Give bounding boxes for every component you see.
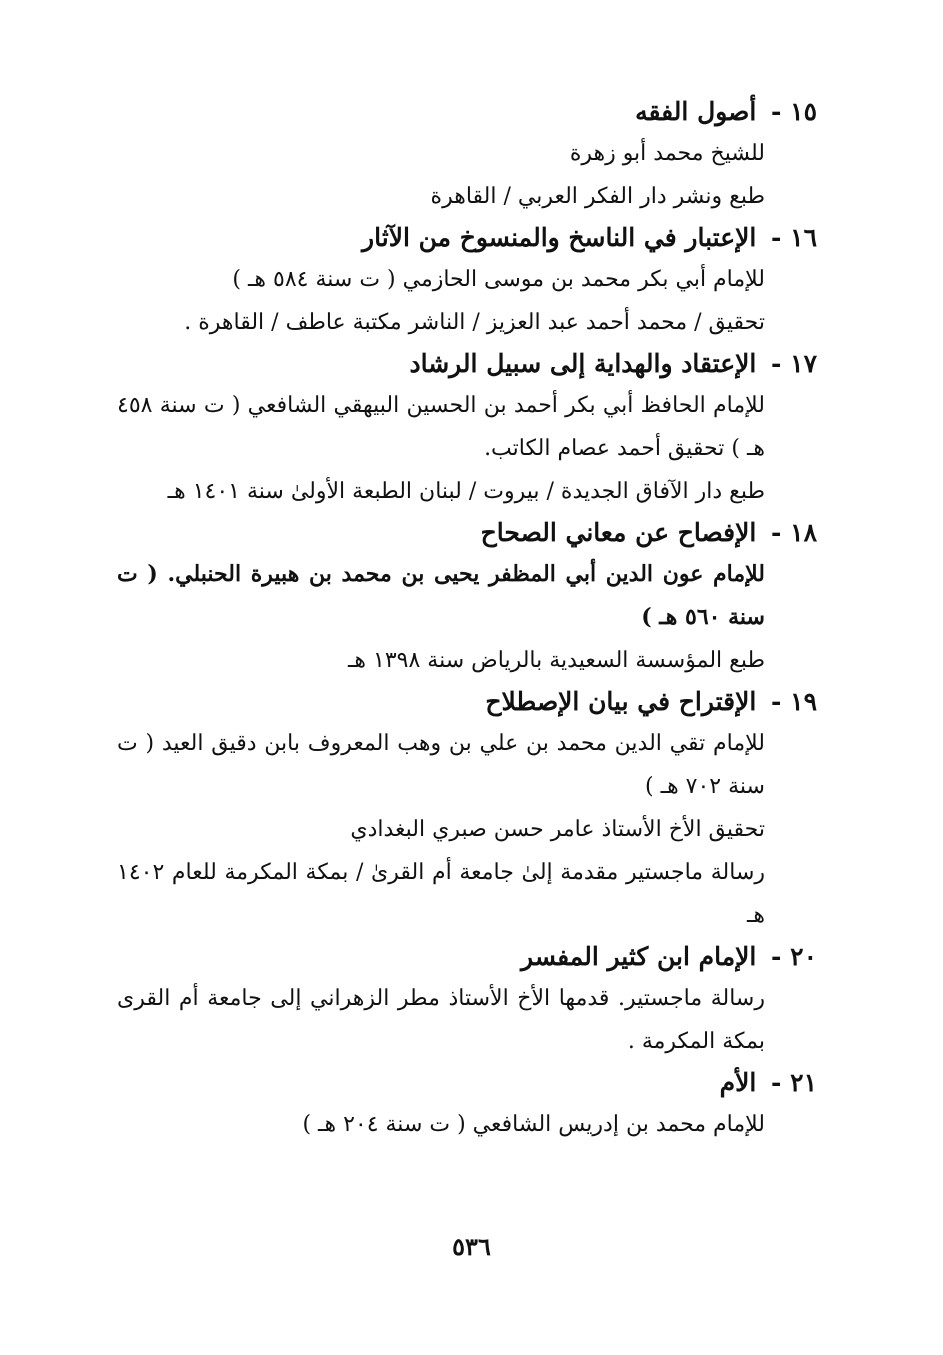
- entry-title: الإفصاح عن معاني الصحاح: [480, 518, 757, 547]
- entry-line: للإمام محمد بن إدريس الشافعي ( ت سنة ٢٠٤ هـ ): [302, 1112, 765, 1137]
- bibliography-entry: [117, 344, 817, 513]
- entry-title: الإعتقاد والهداية إلى سبيل الرشاد: [409, 349, 757, 378]
- entry-title: الإمام ابن كثير المفسر: [521, 942, 757, 971]
- entry-title: أصول الفقه: [635, 97, 757, 126]
- bibliography-list: [117, 92, 817, 1146]
- entry-number: ١٩ -: [771, 687, 817, 716]
- entry-number: ١٦ -: [771, 223, 817, 252]
- entry-title: الإعتبار في الناسخ والمنسوخ من الآثار: [362, 223, 757, 252]
- entry-heading: [117, 218, 817, 258]
- entry-line: للإمام الحافظ أبي بكر أحمد بن الحسين البيهقي الشافعي ( ت سنة ٤٥٨ هـ ) تحقيق أحمد عصام الكاتب.: [117, 393, 765, 461]
- entry-heading: [117, 682, 817, 722]
- entry-line: طبع المؤسسة السعيدية بالرياض سنة ١٣٩٨ هـ: [347, 648, 765, 673]
- page-number: ٥٣٦: [452, 1232, 491, 1261]
- entry-number: ١٥ -: [771, 97, 817, 126]
- entry-line: للإمام أبي بكر محمد بن موسى الحازمي ( ت سنة ٥٨٤ هـ ): [232, 267, 765, 292]
- entry-line: للإمام عون الدين أبي المظفر يحيى بن محمد بن هبيرة الحنبلي. ( ت سنة ٥٦٠ هـ ): [117, 561, 765, 630]
- entry-number: ٢٠ -: [771, 942, 817, 971]
- bibliography-entry: [117, 218, 817, 344]
- entry-heading: [117, 344, 817, 384]
- entry-line: رسالة ماجستير. قدمها الأخ الأستاذ مطر الزهراني إلى جامعة أم القرى بمكة المكرمة .: [117, 986, 765, 1054]
- entry-heading: [117, 92, 817, 132]
- entry-line: تحقيق الأخ الأستاذ عامر حسن صبري البغدادي: [350, 817, 765, 842]
- bibliography-entry: [117, 937, 817, 1063]
- entry-number: ٢١ -: [771, 1068, 817, 1097]
- bibliography-entry: [117, 92, 817, 218]
- entry-line: رسالة ماجستير مقدمة إلىٰ جامعة أم القرىٰ / بمكة المكرمة للعام ١٤٠٢ هـ: [117, 860, 765, 928]
- entry-line: للشيخ محمد أبو زهرة: [569, 141, 765, 166]
- entry-heading: [117, 1063, 817, 1103]
- entry-line: طبع دار الآفاق الجديدة / بيروت / لبنان الطبعة الأولىٰ سنة ١٤٠١ هـ: [167, 479, 765, 504]
- entry-title: الأم: [719, 1068, 757, 1097]
- entry-line: طبع ونشر دار الفكر العربي / القاهرة: [430, 184, 765, 209]
- entry-heading: [117, 937, 817, 977]
- bibliography-entry: [117, 682, 817, 937]
- entry-heading: [117, 513, 817, 553]
- entry-line: تحقيق / محمد أحمد عبد العزيز / الناشر مكتبة عاطف / القاهرة .: [184, 310, 765, 335]
- entry-title: الإقتراح في بيان الإصطلاح: [485, 687, 757, 716]
- entry-line: للإمام تقي الدين محمد بن علي بن وهب المعروف بابن دقيق العيد ( ت سنة ٧٠٢ هـ ): [117, 731, 765, 799]
- bibliography-entry: [117, 1063, 817, 1146]
- entry-number: ١٨ -: [771, 518, 817, 547]
- entry-number: ١٧ -: [771, 349, 817, 378]
- bibliography-entry: [117, 513, 817, 682]
